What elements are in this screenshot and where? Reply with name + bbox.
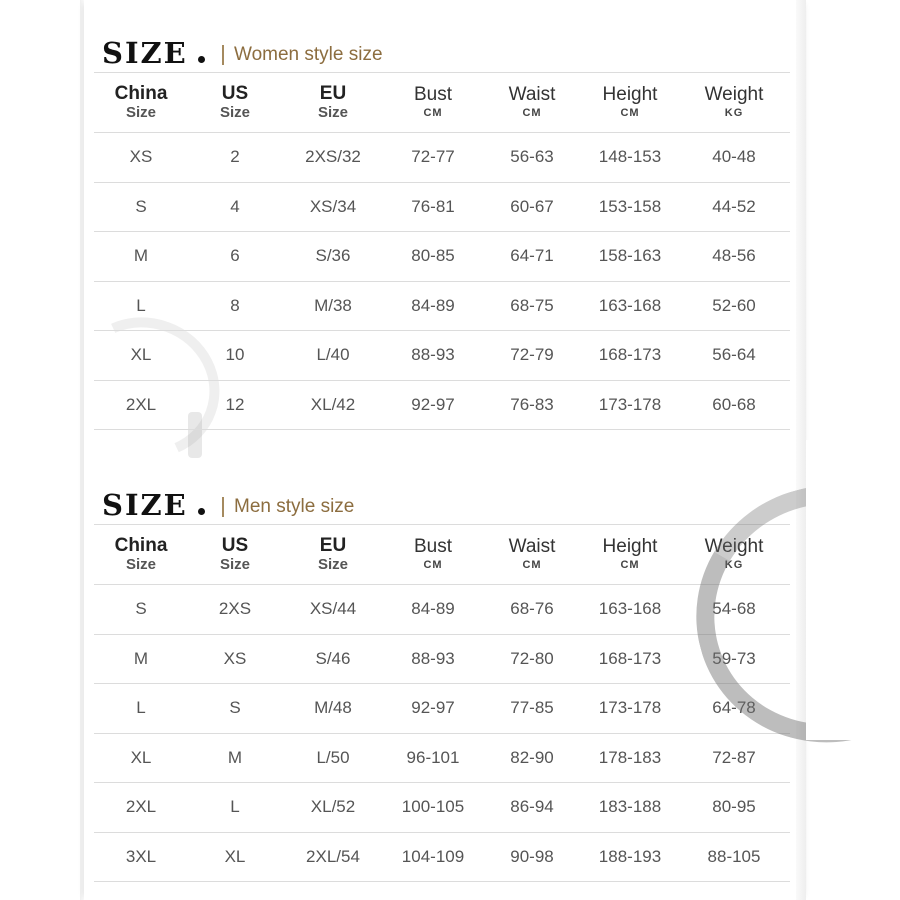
men-table-body bbox=[94, 585, 790, 882]
column-unit: KG bbox=[724, 558, 744, 571]
column-header bbox=[94, 525, 188, 585]
table-cell: 168-173 bbox=[598, 345, 662, 365]
column-sublabel: Size bbox=[317, 103, 348, 121]
table-cell: 64-71 bbox=[510, 246, 554, 266]
men-size-section bbox=[94, 466, 790, 882]
heading-dot bbox=[198, 508, 205, 515]
column-header-label: Weight bbox=[704, 535, 764, 557]
table-cell: 2XS/32 bbox=[305, 147, 361, 167]
table-cell: M/48 bbox=[314, 698, 352, 718]
column-unit: CM bbox=[620, 106, 640, 119]
table-cell: L/40 bbox=[316, 345, 350, 365]
women-size-section bbox=[94, 14, 790, 430]
table-cell: 44-52 bbox=[712, 196, 756, 216]
column-header-label: China bbox=[114, 82, 168, 104]
table-cell: 88-93 bbox=[411, 345, 455, 365]
table-cell: 2XL/54 bbox=[306, 846, 360, 866]
table-cell: 10 bbox=[225, 345, 245, 365]
table-row bbox=[94, 783, 790, 833]
table-cell: 188-193 bbox=[598, 846, 662, 866]
table-cell: 64-78 bbox=[712, 698, 756, 718]
column-sublabel: Size bbox=[317, 555, 348, 573]
column-header bbox=[678, 73, 790, 133]
column-header-label: Waist bbox=[508, 83, 556, 105]
column-unit: CM bbox=[620, 558, 640, 571]
column-header-label: China bbox=[114, 534, 168, 556]
page-edge-right bbox=[796, 0, 806, 900]
column-sublabel: Size bbox=[125, 103, 156, 121]
table-cell: XS bbox=[223, 648, 247, 668]
table-cell: XS bbox=[129, 147, 153, 167]
column-header bbox=[188, 525, 282, 585]
table-cell: 56-63 bbox=[510, 147, 554, 167]
column-header bbox=[582, 525, 678, 585]
column-header bbox=[94, 73, 188, 133]
table-cell: 59-73 bbox=[712, 648, 756, 668]
men-size-table bbox=[94, 524, 790, 882]
column-header bbox=[384, 73, 482, 133]
table-cell: 163-168 bbox=[598, 295, 662, 315]
table-cell: 80-95 bbox=[712, 797, 756, 817]
size-heading: SIZE bbox=[102, 36, 188, 70]
table-cell: 178-183 bbox=[598, 747, 662, 767]
table-cell: 76-83 bbox=[510, 394, 554, 414]
table-cell: L bbox=[230, 797, 240, 817]
table-cell: 72-80 bbox=[510, 648, 554, 668]
table-row bbox=[94, 133, 790, 183]
table-cell: XL/52 bbox=[310, 797, 356, 817]
table-cell: 104-109 bbox=[401, 846, 465, 866]
table-cell: 173-178 bbox=[598, 698, 662, 718]
column-header-label: EU bbox=[319, 534, 347, 556]
table-cell: XL bbox=[224, 846, 246, 866]
table-cell: S bbox=[229, 698, 241, 718]
table-cell: 6 bbox=[230, 246, 240, 266]
table-cell: 56-64 bbox=[712, 345, 756, 365]
table-cell: 80-85 bbox=[411, 246, 455, 266]
table-cell: 183-188 bbox=[598, 797, 662, 817]
column-header bbox=[482, 525, 582, 585]
table-row bbox=[94, 281, 790, 331]
table-row bbox=[94, 684, 790, 734]
page-margin bbox=[806, 440, 900, 740]
column-unit: CM bbox=[423, 106, 443, 119]
column-header bbox=[282, 73, 384, 133]
table-row bbox=[94, 380, 790, 430]
table-cell: S bbox=[135, 599, 147, 619]
table-cell: XL bbox=[130, 747, 152, 767]
table-cell: 90-98 bbox=[510, 846, 554, 866]
table-cell: 4 bbox=[230, 196, 240, 216]
table-cell: 92-97 bbox=[411, 394, 455, 414]
column-unit: CM bbox=[522, 558, 542, 571]
column-header-label: EU bbox=[319, 82, 347, 104]
size-heading: SIZE bbox=[102, 488, 188, 522]
table-row bbox=[94, 733, 790, 783]
table-cell: 168-173 bbox=[598, 648, 662, 668]
women-section-title bbox=[94, 14, 790, 72]
table-cell: 92-97 bbox=[411, 698, 455, 718]
table-row bbox=[94, 182, 790, 232]
table-cell: 68-75 bbox=[510, 295, 554, 315]
table-row bbox=[94, 832, 790, 882]
table-cell: XS/34 bbox=[309, 196, 357, 216]
table-cell: S/46 bbox=[315, 648, 351, 668]
table-cell: M bbox=[133, 648, 149, 668]
table-cell: 76-81 bbox=[411, 196, 455, 216]
table-cell: 72-79 bbox=[510, 345, 554, 365]
table-cell: 72-77 bbox=[411, 147, 455, 167]
table-row bbox=[94, 232, 790, 282]
table-cell: 82-90 bbox=[510, 747, 554, 767]
table-cell: 8 bbox=[230, 295, 240, 315]
column-header-label: Height bbox=[602, 83, 658, 105]
women-style-label: Women style size bbox=[234, 44, 383, 65]
table-cell: 158-163 bbox=[598, 246, 662, 266]
table-cell: XL bbox=[130, 345, 152, 365]
table-cell: S/36 bbox=[315, 246, 351, 266]
column-sublabel: Size bbox=[219, 103, 250, 121]
table-cell: 88-93 bbox=[411, 648, 455, 668]
table-cell: L bbox=[136, 698, 146, 718]
women-table-body bbox=[94, 133, 790, 430]
column-header-label: Waist bbox=[508, 535, 556, 557]
table-cell: 3XL bbox=[125, 846, 157, 866]
column-header bbox=[282, 525, 384, 585]
column-header bbox=[582, 73, 678, 133]
table-cell: 77-85 bbox=[510, 698, 554, 718]
table-cell: L/50 bbox=[316, 747, 350, 767]
table-cell: 60-67 bbox=[510, 196, 554, 216]
table-cell: 60-68 bbox=[712, 394, 756, 414]
table-cell: 72-87 bbox=[712, 747, 756, 767]
table-cell: 12 bbox=[225, 394, 245, 414]
column-unit: CM bbox=[522, 106, 542, 119]
column-header-label: Bust bbox=[413, 535, 453, 557]
table-cell: 84-89 bbox=[411, 599, 455, 619]
table-row bbox=[94, 585, 790, 635]
table-row bbox=[94, 634, 790, 684]
table-cell: 52-60 bbox=[712, 295, 756, 315]
table-row bbox=[94, 331, 790, 381]
column-header-label: Bust bbox=[413, 83, 453, 105]
table-cell: XS/44 bbox=[309, 599, 357, 619]
column-header bbox=[188, 73, 282, 133]
column-sublabel: Size bbox=[219, 555, 250, 573]
men-style-label: Men style size bbox=[234, 496, 355, 517]
table-cell: 40-48 bbox=[712, 147, 756, 167]
table-cell: 153-158 bbox=[598, 196, 662, 216]
table-cell: S bbox=[135, 196, 147, 216]
women-size-table bbox=[94, 72, 790, 430]
table-cell: 2 bbox=[230, 147, 240, 167]
column-header-label: US bbox=[221, 534, 249, 556]
table-header-row bbox=[94, 73, 790, 133]
column-sublabel: Size bbox=[125, 555, 156, 573]
column-header-label: Weight bbox=[704, 83, 764, 105]
table-cell: 48-56 bbox=[712, 246, 756, 266]
heading-dot bbox=[198, 56, 205, 63]
table-cell: 96-101 bbox=[406, 747, 460, 767]
table-cell: 54-68 bbox=[712, 599, 756, 619]
table-cell: L bbox=[136, 295, 146, 315]
column-header bbox=[482, 73, 582, 133]
table-cell: XL/42 bbox=[310, 394, 356, 414]
table-cell: 2XL bbox=[125, 797, 157, 817]
title-divider bbox=[222, 45, 224, 65]
table-cell: M bbox=[227, 747, 243, 767]
column-header bbox=[384, 525, 482, 585]
table-cell: 84-89 bbox=[411, 295, 455, 315]
table-cell: 88-105 bbox=[707, 846, 761, 866]
men-section-title bbox=[94, 466, 790, 524]
table-header-row bbox=[94, 525, 790, 585]
table-cell: M/38 bbox=[314, 295, 352, 315]
table-cell: 2XS bbox=[218, 599, 252, 619]
table-cell: 148-153 bbox=[598, 147, 662, 167]
column-unit: CM bbox=[423, 558, 443, 571]
table-cell: 100-105 bbox=[401, 797, 465, 817]
column-header-label: Height bbox=[602, 535, 658, 557]
column-header-label: US bbox=[221, 82, 249, 104]
title-divider bbox=[222, 497, 224, 517]
table-cell: 173-178 bbox=[598, 394, 662, 414]
table-cell: M bbox=[133, 246, 149, 266]
table-cell: 86-94 bbox=[510, 797, 554, 817]
table-cell: 68-76 bbox=[510, 599, 554, 619]
column-unit: KG bbox=[724, 106, 744, 119]
table-cell: 2XL bbox=[125, 394, 157, 414]
table-cell: 163-168 bbox=[598, 599, 662, 619]
